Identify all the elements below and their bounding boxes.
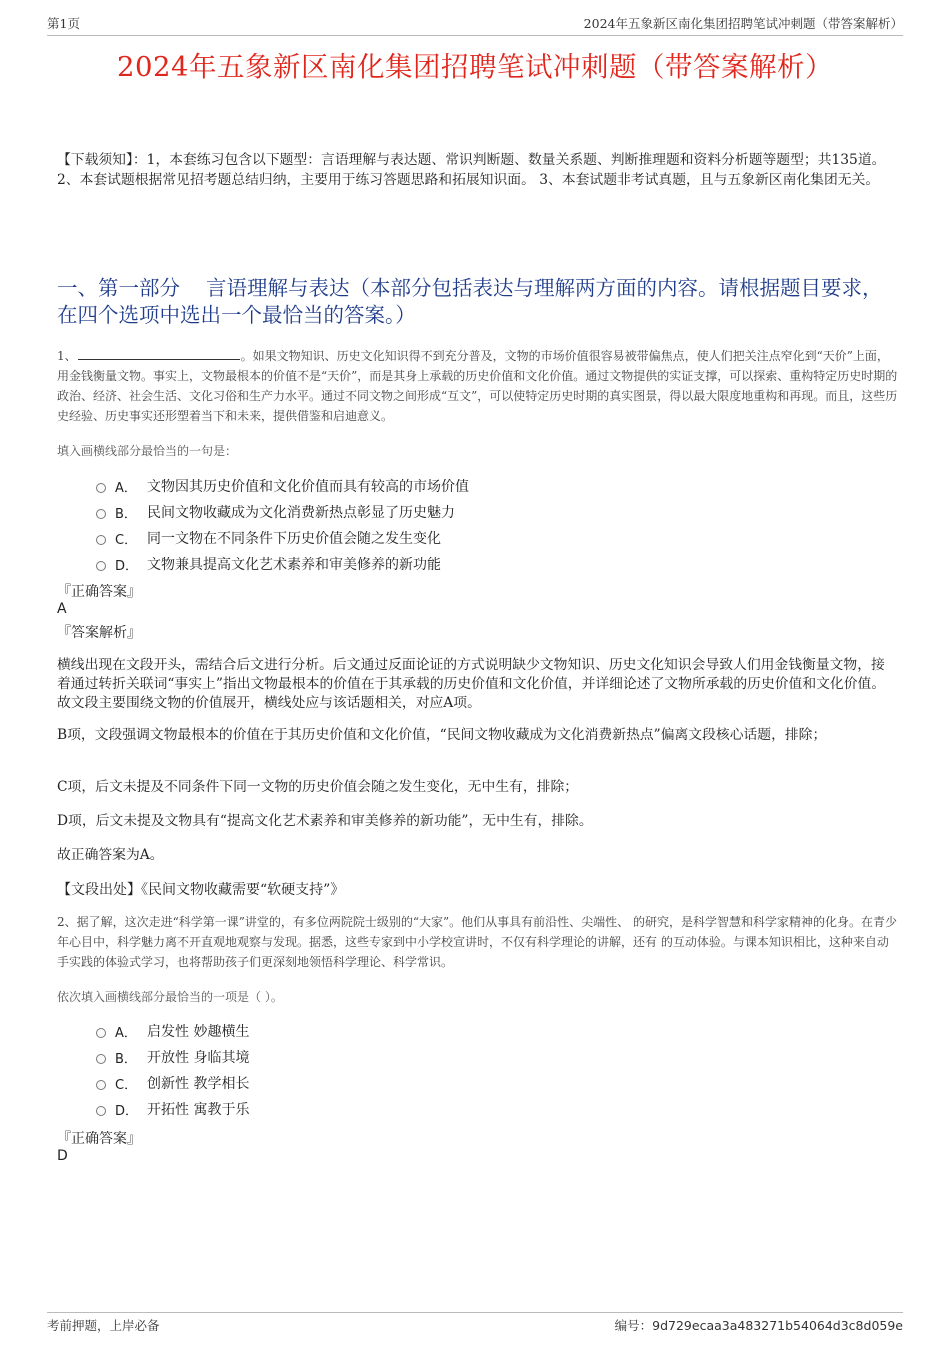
page-title: 2024年五象新区南化集团招聘笔试冲刺题（带答案解析）	[117, 51, 833, 83]
option-text: 启发性 妙趣横生	[147, 1024, 250, 1040]
question-1-passage: 。如果文物知识、历史文化知识得不到充分普及，文物的市场价值很容易被带偏焦点，使人们把关注点窄化到“天价”上面，用金钱衡量文物。事实上，文物最根本的价值不是“天价”，而是其身上承载的历史价值和文化价值。通过文物提供的实证支撑，可以探索、重构特定历史时期的政治、经济、社会生活、文化习俗和生产力水平。通过不同文物之间形成“互文”，可以使特定历史时期的真实图景，得以最大限度地重构和再现。而且，这些历史经验、历史事实还形塑着当下和未来，提供借鉴和启迪意义。	[57, 349, 898, 423]
option-b[interactable]	[96, 1044, 249, 1070]
option-d[interactable]	[96, 551, 469, 577]
option-d[interactable]	[96, 1096, 249, 1122]
page-footer	[47, 1312, 903, 1334]
page-number: 第1页	[47, 16, 80, 31]
option-letter: C．	[115, 1077, 138, 1093]
analysis-label: 『答案解析』	[57, 625, 141, 641]
code-label: 编号：	[614, 1318, 653, 1333]
option-letter: D．	[115, 1103, 139, 1119]
option-text: 开拓性 寓教于乐	[147, 1102, 250, 1118]
section-number: 一、第一部分	[57, 276, 180, 300]
option-text: 开放性 身临其境	[147, 1050, 250, 1066]
question-2-prompt: 依次填入画横线部分最恰当的一项是（ ）。	[57, 990, 283, 1004]
option-text: 文物因其历史价值和文化价值而具有较高的市场价值	[147, 479, 469, 495]
option-c[interactable]	[96, 525, 469, 551]
radio-icon[interactable]	[96, 1080, 106, 1090]
option-letter: B．	[115, 1051, 137, 1067]
option-b[interactable]	[96, 499, 469, 525]
question-1-text	[57, 346, 900, 426]
section-heading	[57, 275, 900, 329]
question-1-options	[96, 473, 469, 577]
option-letter: C．	[115, 532, 138, 548]
option-text: 文物兼具提高文化艺术素养和审美修养的新功能	[147, 557, 441, 573]
option-letter: D．	[115, 558, 139, 574]
correct-answer: A	[57, 601, 67, 617]
analysis-paragraph: 横线出现在文段开头，需结合后文进行分析。后文通过反面论证的方式说明缺少文物知识、历史文化知识会导致人们用金钱衡量文物，接着通过转折关联词“事实上”指出文物最根本的价值在于其承载的历史价值和文化价值，并详细论述了文物所承载的历史价值和文化价值。故文段主要围绕文物的价值展开，横线处应与该话题相关，对应A项。	[57, 657, 886, 711]
analysis-paragraph: 故正确答案为A。	[57, 847, 164, 863]
option-text: 同一文物在不同条件下历史价值会随之发生变化	[147, 531, 441, 547]
question-1-prompt: 填入画横线部分最恰当的一句是：	[57, 444, 238, 458]
passage-source: 【文段出处】《民间文物收藏需要“软硬支持”》	[57, 882, 345, 898]
radio-icon[interactable]	[96, 1028, 106, 1038]
analysis-paragraph: D项，后文未提及文物具有“提高文化艺术素养和审美修养的新功能”，无中生有，排除。	[57, 813, 593, 829]
document-code	[615, 1316, 903, 1334]
correct-answer-label: 『正确答案』	[57, 1131, 141, 1147]
page-header	[47, 14, 903, 36]
correct-answer-label: 『正确答案』	[57, 584, 141, 600]
footer-slogan: 考前押题，上岸必备	[47, 1318, 160, 1333]
question-1-number: 1、	[57, 349, 77, 363]
option-letter: A．	[115, 1025, 137, 1041]
section-description: 言语理解与表达（本部分包括表达与理解两方面的内容。请根据题目要求，在四个选项中选出一个最恰当的答案。）	[57, 276, 883, 327]
answer-blank	[78, 347, 240, 360]
header-doc-title: 2024年五象新区南化集团招聘笔试冲刺题（带答案解析）	[583, 16, 903, 31]
radio-icon[interactable]	[96, 1054, 106, 1064]
analysis-paragraph: C项，后文未提及不同条件下同一文物的历史价值会随之发生变化，无中生有，排除；	[57, 779, 579, 795]
radio-icon[interactable]	[96, 483, 106, 493]
radio-icon[interactable]	[96, 509, 106, 519]
correct-answer: D	[57, 1148, 68, 1164]
option-a[interactable]	[96, 1018, 249, 1044]
option-text: 民间文物收藏成为文化消费新热点彰显了历史魅力	[147, 505, 455, 521]
radio-icon[interactable]	[96, 535, 106, 545]
option-c[interactable]	[96, 1070, 249, 1096]
download-notice: 【下载须知】：1，本套练习包含以下题型：言语理解与表达题、常识判断题、数量关系题、判断推理题和资料分析题等题型；共135道。 2、本套试题根据常见招考题总结归纳，主要用于练习答题思路和拓展知识面。 3、本套试题非考试真题，且与五象新区南化集团无关。	[57, 152, 886, 188]
question-2-options	[96, 1018, 249, 1122]
option-letter: B．	[115, 506, 137, 522]
option-text: 创新性 教学相长	[147, 1076, 250, 1092]
code-value: 9d729ecaa3a483271b54064d3c8d059e	[652, 1318, 903, 1333]
radio-icon[interactable]	[96, 561, 106, 571]
question-2-text: 2、据了解，这次走进“科学第一课”讲堂的，有多位两院院士级别的“大家”。他们从事具有前沿性、尖端性、 的研究，是科学智慧和科学家精神的化身。在青少年心目中，科学魅力离不开直观地观察与发现。据悉，这些专家到中小学校宣讲时，不仅有科学理论的讲解，还有 的互动体验。与课本知识相比，这种来自动手实践的体验式学习，也将帮助孩子们更深刻地领悟科学理论、科学常识。	[57, 915, 897, 969]
radio-icon[interactable]	[96, 1106, 106, 1116]
option-letter: A．	[115, 480, 137, 496]
analysis-paragraph: B项，文段强调文物最根本的价值在于其历史价值和文化价值，“民间文物收藏成为文化消费新热点”偏离文段核心话题，排除；	[57, 727, 827, 743]
option-a[interactable]	[96, 473, 469, 499]
